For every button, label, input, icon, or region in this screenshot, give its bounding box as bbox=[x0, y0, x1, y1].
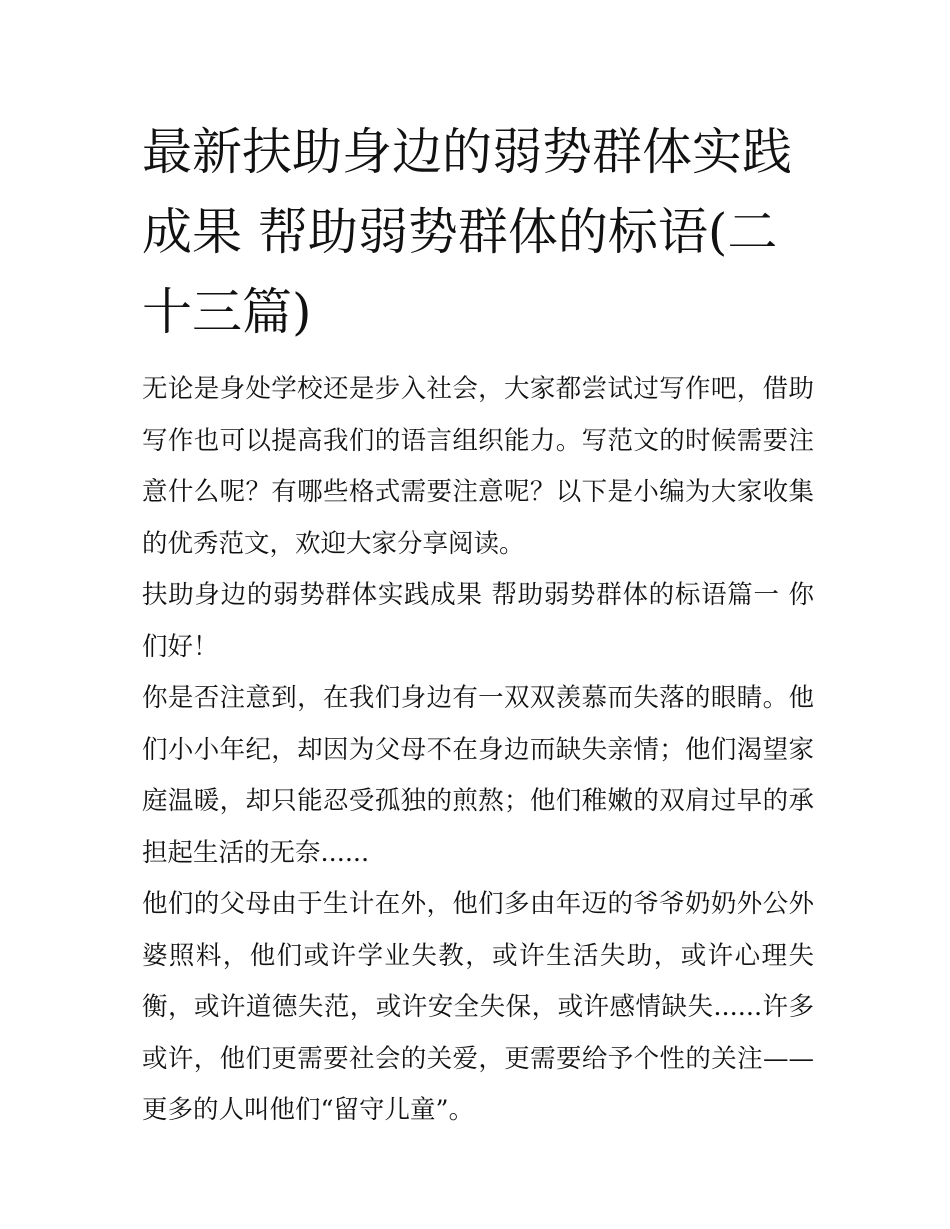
paragraph-left-behind: 他们的父母由于生计在外，他们多由年迈的爷爷奶奶外公外婆照料，他们或许学业失教，或许生活失助，或许心理失衡，或许道德失范，或许安全失保，或许感情缺失......许多或许，他们更需要社会的关爱，更需要给予个性的关注——更多的人叫他们“留守儿童”。 bbox=[142, 889, 814, 1125]
document-page bbox=[142, 112, 814, 1137]
document-title: 最新扶助身边的弱势群体实践成果 帮助弱势群体的标语(二十三篇) bbox=[142, 123, 792, 341]
paragraph-intro: 无论是身处学校还是步入社会，大家都尝试过写作吧，借助写作也可以提高我们的语言组织能力。写范文的时候需要注意什么呢？有哪些格式需要注意呢？以下是小编为大家收集的优秀范文，欢迎大家分享阅读。 bbox=[142, 374, 814, 559]
document-body bbox=[142, 364, 814, 1137]
paragraph-heading: 扶助身边的弱势群体实践成果 帮助弱势群体的标语篇一 你们好！ bbox=[142, 580, 814, 662]
paragraph-eyes: 你是否注意到，在我们身边有一双双羡慕而失落的眼睛。他们小小年纪，却因为父母不在身边而缺失亲情；他们渴望家庭温暖，却只能忍受孤独的煎熬；他们稚嫩的双肩过早的承担起生活的无奈...... bbox=[142, 683, 814, 868]
